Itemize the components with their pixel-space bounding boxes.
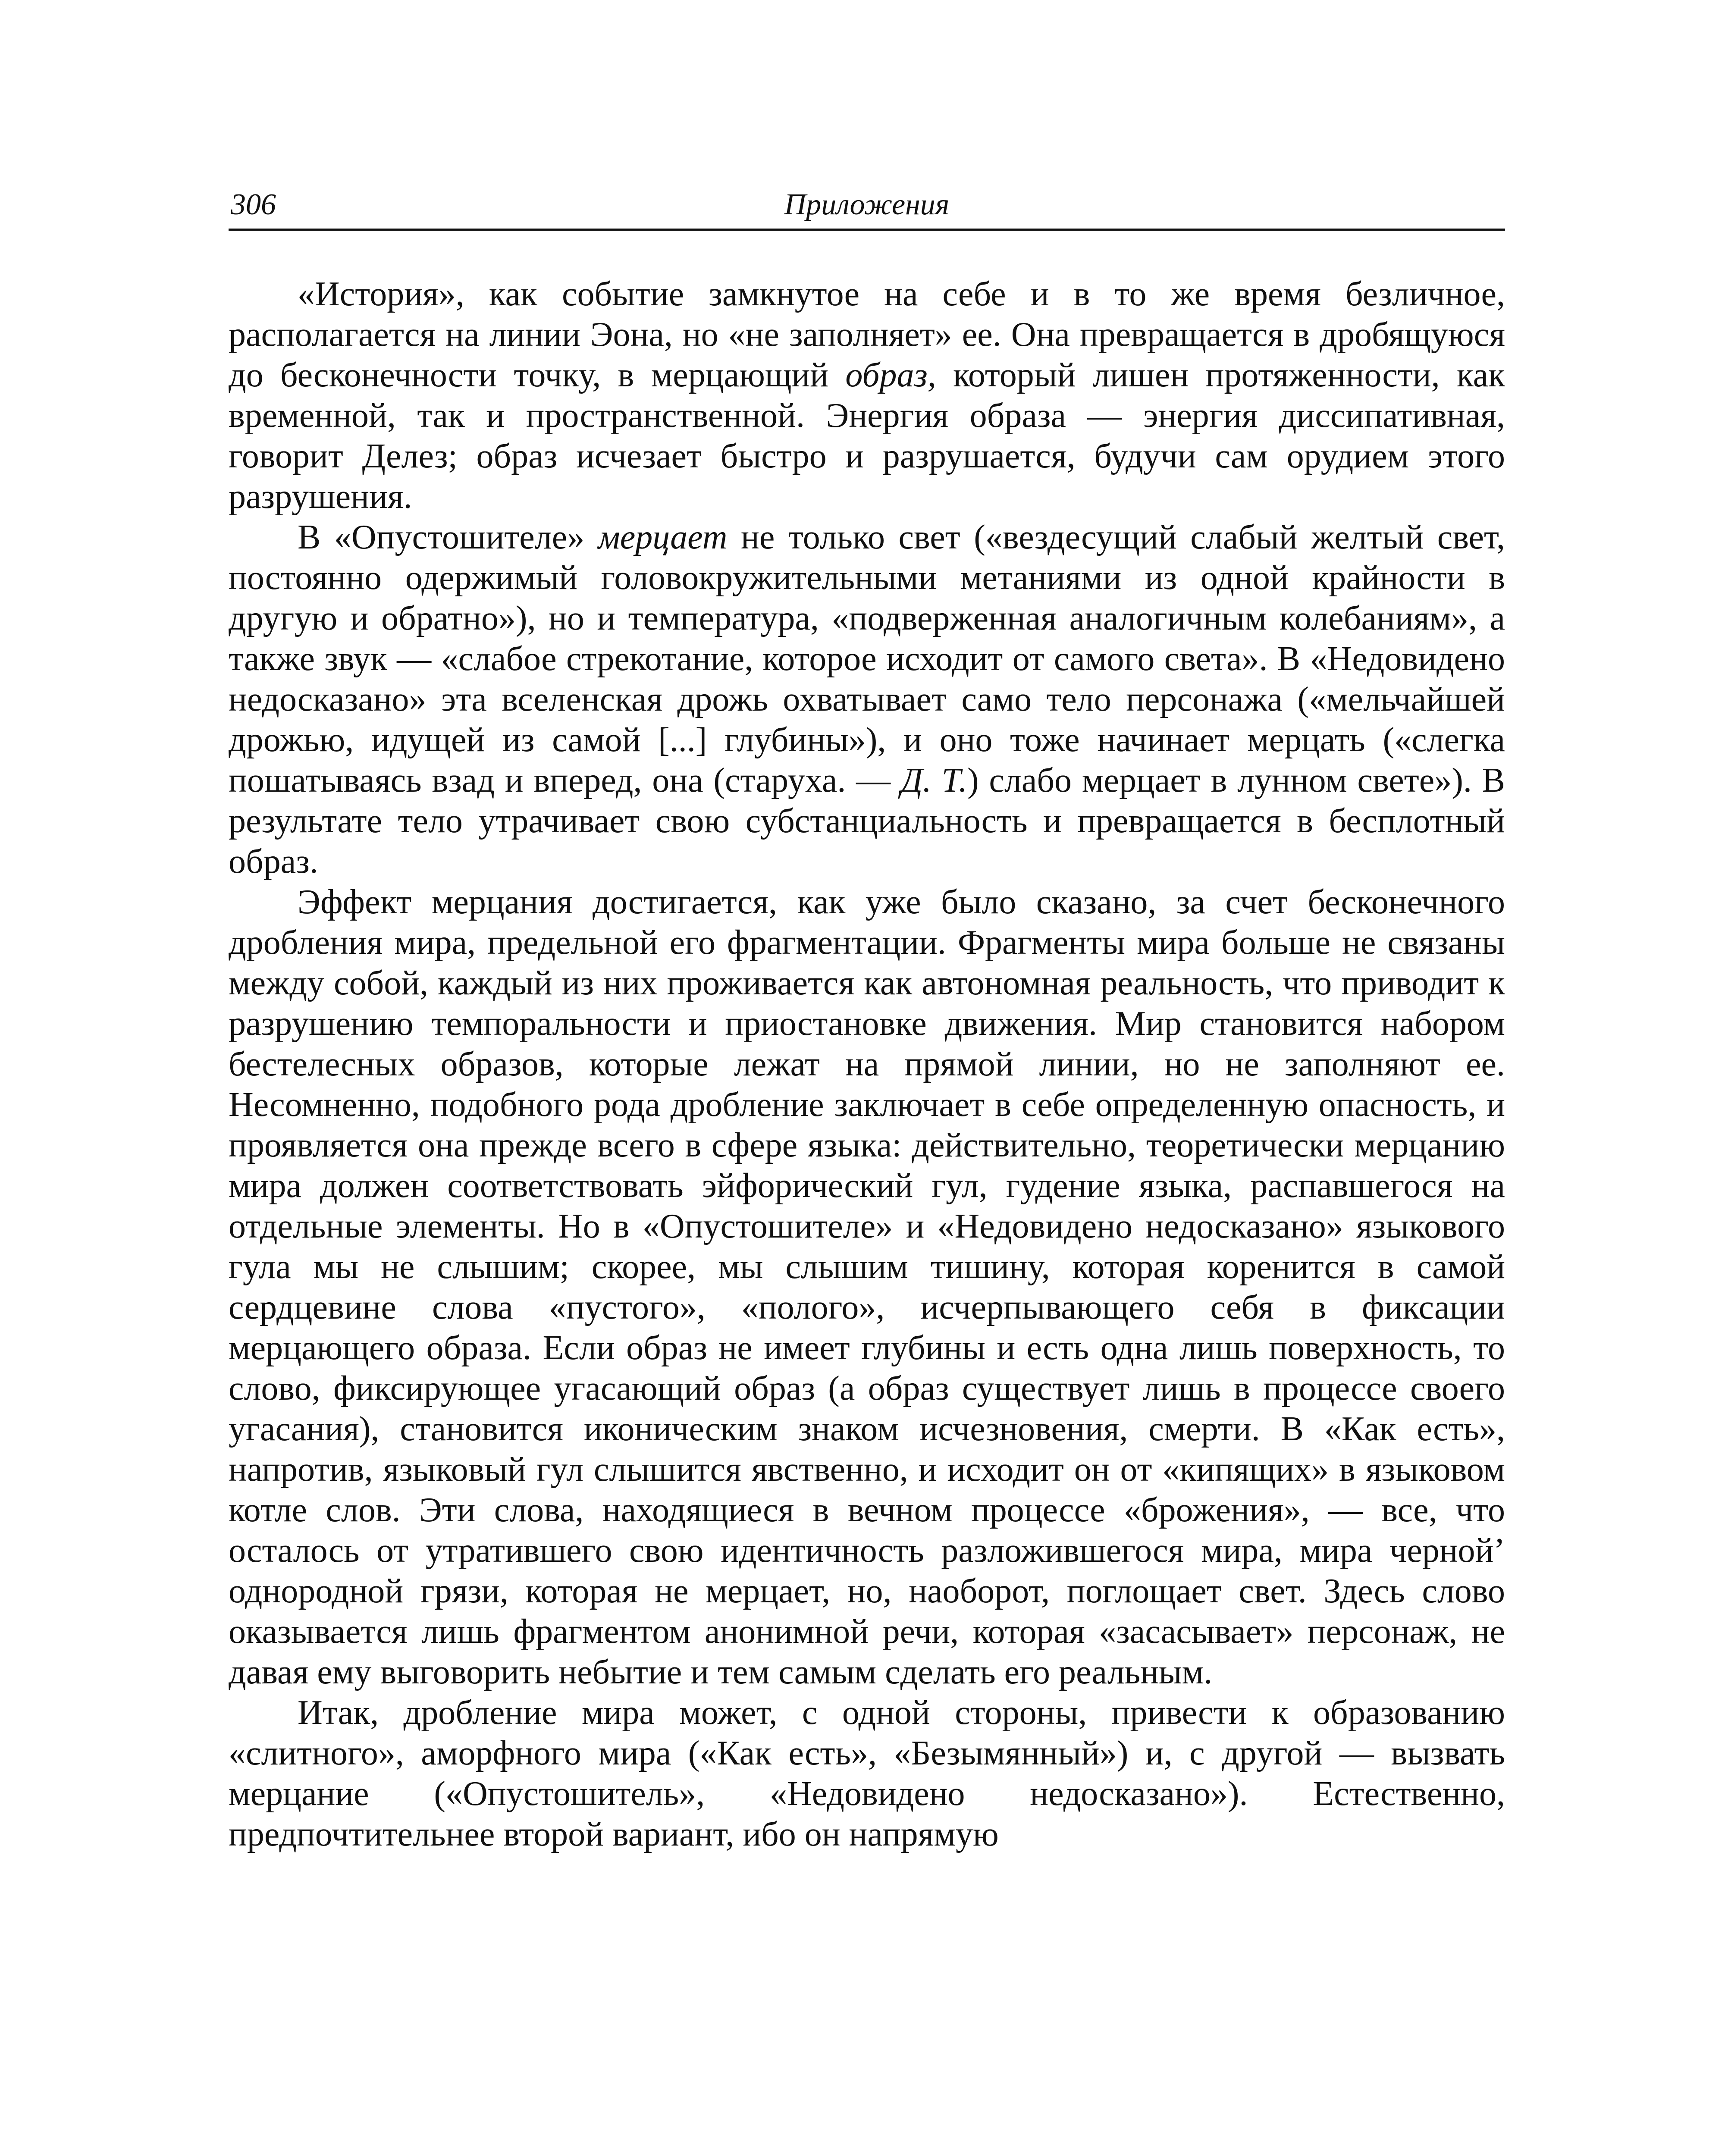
- paragraph-2-text-start: В «Опустошителе»: [298, 518, 598, 556]
- body-text: [229, 274, 1505, 1855]
- paragraph-3: Эффект мерцания достигается, как уже было сказано, за счет бесконечного дробления мира, предельной его фрагментации. Фрагменты мира больше не связаны между собой, каждый из них проживается как автономная реальность, что приводит к разрушению темпоральности и приостановке движения. Мир становится набором бестелесных образов, которые лежат на прямой линии, но не заполняют ее. Несомненно, подобного рода дробление заключает в себе определенную опасность, и проявляется она прежде всего в сфере языка: действительно, теоретически мерцанию мира должен соответствовать эйфорический гул, гудение языка, распавшегося на отдельные элементы. Но в «Опустошителе» и «Недовидено недосказано» языкового гула мы не слышим; скорее, мы слышим тишину, которая коренится в самой сердцевине слова «пустого», «полого», исчерпывающего себя в фиксации мерцающего образа. Если образ не имеет глубины и есть одна лишь поверхность, то слово, фиксирующее угасающий образ (а образ существует лишь в процессе своего угасания), становится иконическим знаком исчезновения, смерти. В «Как есть», напротив, языковый гул слышится явственно, и исходит он от «кипящих» в языковом котле слов. Эти слова, находящиеся в вечном процессе «брожения», — все, что осталось от утратившего свою идентичность разложившегося мира, мира черной’ однородной грязи, которая не мерцает, но, наоборот, поглощает свет. Здесь слово оказывается лишь фрагментом анонимной речи, которая «засасывает» персонаж, не давая ему выговорить небытие и тем самым сделать его реальным.: [229, 883, 1505, 1691]
- section-title: Приложения: [784, 188, 950, 221]
- book-page: [229, 181, 1505, 2122]
- paragraph-2-initials: Д. Т.: [900, 761, 967, 799]
- page-number: 306: [231, 188, 276, 221]
- paragraph-1-text-end: который лишен протяженности, как временной, так и пространственной. Энергия образа — энергия диссипативная, говорит Делез; образ исчезает быстро и разрушается, будучи сам орудием этого разрушения.: [229, 356, 1505, 516]
- paragraph-1-text-start: «История», как событие замкнутое на себе и в то же время безличное, располагается на линии Эона, но «не заполняет» ее. Она превращается в дробящуюся до бесконечности точку, в мерцающий: [229, 275, 1505, 394]
- paragraph-2-text-end: ) слабо мерцает в лунном свете»). В результате тело утрачивает свою субстанциальность и превращается в бесплотный образ.: [229, 761, 1505, 881]
- paragraph-4: Итак, дробление мира может, с одной стороны, привести к образованию «слитного», аморфного мира («Как есть», «Безымянный») и, с другой — вызвать мерцание («Опустошитель», «Недовидено недосказано»). Естественно, предпочтительнее второй вариант, ибо он напрямую: [229, 1694, 1505, 1853]
- paragraph-2-emphasis: мерцает: [598, 518, 728, 556]
- paragraph-2: [229, 517, 1505, 882]
- paragraph-1-emphasis: образ,: [845, 356, 936, 394]
- running-head: [229, 181, 1505, 231]
- paragraph-1: [229, 274, 1505, 517]
- paragraph-2-text-middle: не только свет («вездесущий слабый желтый свет, постоянно одержимый головокружительными метаниями из одной крайности в другую и обратно»), но и температура, «подверженная аналогичным колебаниям», а также звук — «слабое стрекотание, которое исходит от самого света». В «Недовидено недосказано» эта вселенская дрожь охватывает само тело персонажа («мельчайшей дрожью, идущей из самой [...] глубины»), и оно тоже начинает мерцать («слегка пошатываясь взад и вперед, она (старуха. —: [229, 518, 1505, 799]
